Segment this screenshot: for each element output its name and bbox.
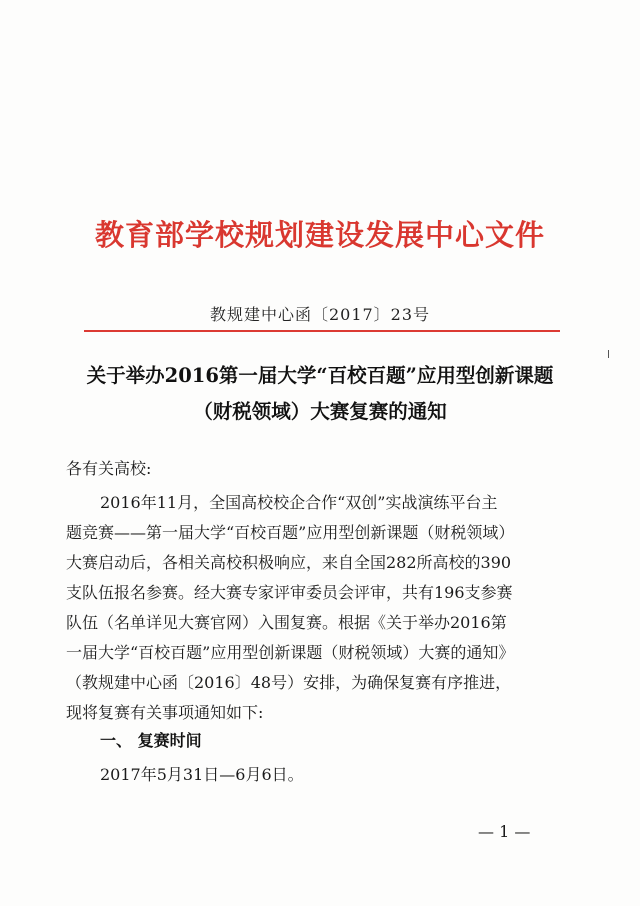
salutation: 各有关高校:	[66, 459, 152, 478]
scan-margin-mark	[608, 350, 609, 358]
page-number: — 1 —	[478, 822, 531, 841]
section-heading-retrial-time: 一、 复赛时间	[100, 731, 202, 750]
body-paragraph-line: 2016年11月，全国高校校企合作“双创”实战演练平台主	[100, 493, 498, 512]
issuing-authority-header: 教育部学校规划建设发展中心文件	[94, 218, 545, 252]
body-paragraph-line: 一届大学“百校百题”应用型创新课题（财税领域）大赛的通知》	[66, 643, 515, 662]
red-divider-line	[84, 330, 560, 332]
notice-title-line-2: （财税领域）大赛复赛的通知	[193, 400, 447, 423]
body-paragraph-line: （教规建中心函〔2016〕48号）安排，为确保复赛有序推进，	[66, 673, 512, 692]
body-paragraph-line: 题竞赛——第一届大学“百校百题”应用型创新课题（财税领域）	[66, 523, 515, 542]
notice-title-line-1: 关于举办2016第一届大学“百校百题”应用型创新课题	[86, 364, 554, 387]
body-paragraph-line: 大赛启动后，各相关高校积极响应，来自全国282所高校的390	[66, 553, 512, 572]
body-paragraph-line: 现将复赛有关事项通知如下:	[66, 703, 264, 722]
document-number: 教规建中心函〔2017〕23号	[209, 305, 431, 324]
section-retrial-time-text: 2017年5月31日—6月6日。	[100, 765, 304, 784]
body-paragraph-line: 队伍（名单详见大赛官网）入围复赛。根据《关于举办2016第	[66, 613, 507, 632]
body-paragraph-line: 支队伍报名参赛。经大赛专家评审委员会评审，共有196支参赛	[66, 583, 513, 602]
